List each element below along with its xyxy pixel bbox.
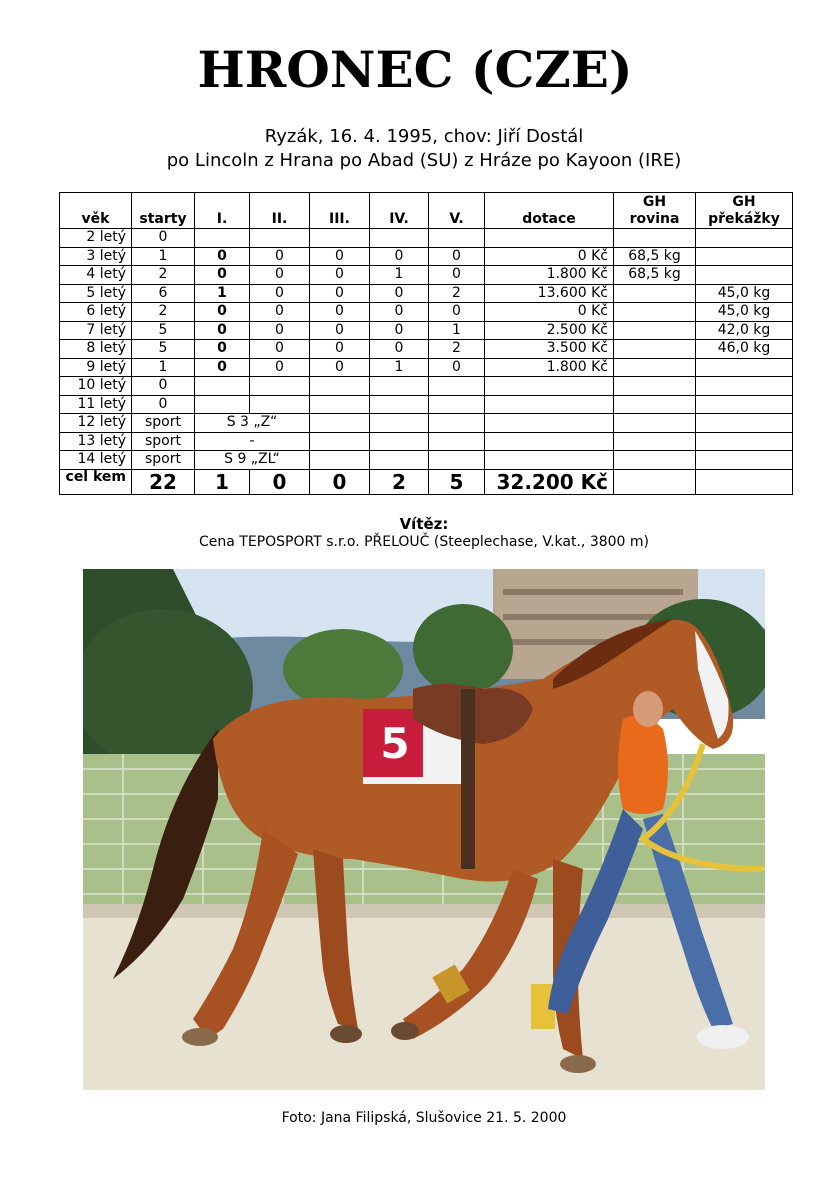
- cell-third: 0: [310, 358, 370, 377]
- header-gh-jump: GH překážky: [696, 193, 793, 229]
- header-age: věk: [60, 193, 132, 229]
- cell-age: 10 letý: [60, 377, 132, 396]
- cell-first: [195, 377, 250, 396]
- cell-age: 12 letý: [60, 414, 132, 433]
- cell-starts: sport: [132, 432, 195, 451]
- horse-color-birth-breeder: Ryzák, 16. 4. 1995, chov: Jiří Dostál: [264, 126, 584, 147]
- cell-first: [195, 229, 250, 248]
- cell-third: [310, 395, 370, 414]
- header-fifth: V.: [429, 193, 485, 229]
- cell-third: 0: [310, 284, 370, 303]
- cell-fourth: 0: [370, 340, 429, 359]
- cell-fourth: [370, 377, 429, 396]
- cell-gh-flat: 68,5 kg: [614, 266, 696, 285]
- total-row: [60, 469, 793, 494]
- cell-prize: [485, 229, 614, 248]
- cell-prize: 0 Kč: [485, 247, 614, 266]
- cell-fifth: 0: [429, 303, 485, 322]
- header-starts: starty: [132, 193, 195, 229]
- cell-gh-jump: 42,0 kg: [696, 321, 793, 340]
- saddle-number: 5: [380, 719, 410, 768]
- header-first: I.: [195, 193, 250, 229]
- cell-age: 6 letý: [60, 303, 132, 322]
- total-label: cel kem: [60, 469, 132, 494]
- cell-prize: 0 Kč: [485, 303, 614, 322]
- cell-fourth: [370, 395, 429, 414]
- table-row: [60, 229, 793, 248]
- cell-starts: 6: [132, 284, 195, 303]
- total-starts: 22: [132, 469, 195, 494]
- cell-first: 0: [195, 303, 250, 322]
- cell-starts: 0: [132, 377, 195, 396]
- cell-starts: 1: [132, 358, 195, 377]
- cell-starts: 1: [132, 247, 195, 266]
- cell-gh-jump: [696, 377, 793, 396]
- cell-first: 0: [195, 340, 250, 359]
- cell-gh-jump: [696, 247, 793, 266]
- cell-fifth: 0: [429, 358, 485, 377]
- cell-starts: 5: [132, 340, 195, 359]
- cell-prize: 1.800 Kč: [485, 358, 614, 377]
- cell-second: 0: [250, 358, 310, 377]
- cell-fourth: 0: [370, 303, 429, 322]
- cell-third: 0: [310, 303, 370, 322]
- table-row: [60, 340, 793, 359]
- total-first: 1: [195, 469, 250, 494]
- sport-row: [60, 414, 793, 433]
- race-record-table: [59, 192, 793, 495]
- cell-third: 0: [310, 247, 370, 266]
- table-row: [60, 303, 793, 322]
- total-fourth: 2: [370, 469, 429, 494]
- cell-gh-jump: [696, 229, 793, 248]
- cell-gh-flat: [614, 395, 696, 414]
- table-row: [60, 284, 793, 303]
- table-row: [60, 377, 793, 396]
- cell-second: 0: [250, 321, 310, 340]
- cell-third: 0: [310, 321, 370, 340]
- sport-row: [60, 432, 793, 451]
- cell-prize: 3.500 Kč: [485, 340, 614, 359]
- cell-fifth: [429, 229, 485, 248]
- cell-third: 0: [310, 340, 370, 359]
- cell-second: [250, 229, 310, 248]
- cell-sport-note: S 9 „ZL“: [195, 451, 310, 470]
- cell-gh-jump: [696, 266, 793, 285]
- cell-second: [250, 395, 310, 414]
- cell-age: 13 letý: [60, 432, 132, 451]
- cell-prize: 13.600 Kč: [485, 284, 614, 303]
- cell-starts: sport: [132, 414, 195, 433]
- cell-gh-flat: [614, 358, 696, 377]
- cell-second: 0: [250, 266, 310, 285]
- cell-age: 3 letý: [60, 247, 132, 266]
- cell-starts: 0: [132, 395, 195, 414]
- cell-age: 8 letý: [60, 340, 132, 359]
- cell-fifth: 2: [429, 284, 485, 303]
- winner-race-name: Cena TEPOSPORT s.r.o. PŘELOUČ (Steeplechase, V.kat., 3800 m): [199, 534, 649, 550]
- cell-gh-flat: [614, 321, 696, 340]
- cell-age: 7 letý: [60, 321, 132, 340]
- cell-age: 11 letý: [60, 395, 132, 414]
- cell-gh-flat: 68,5 kg: [614, 247, 696, 266]
- total-prize: 32.200 Kč: [485, 469, 614, 494]
- total-second: 0: [250, 469, 310, 494]
- table-row: [60, 247, 793, 266]
- cell-gh-flat: [614, 340, 696, 359]
- cell-fifth: 0: [429, 266, 485, 285]
- cell-starts: sport: [132, 451, 195, 470]
- cell-first: [195, 395, 250, 414]
- header-third: III.: [310, 193, 370, 229]
- cell-third: 0: [310, 266, 370, 285]
- cell-gh-jump: 45,0 kg: [696, 303, 793, 322]
- cell-first: 0: [195, 358, 250, 377]
- cell-gh-flat: [614, 377, 696, 396]
- cell-first: 0: [195, 266, 250, 285]
- horse-name-title: HRONEC (CZE): [197, 40, 633, 99]
- cell-first: 1: [195, 284, 250, 303]
- cell-gh-flat: [614, 284, 696, 303]
- cell-age: 4 letý: [60, 266, 132, 285]
- cell-gh-flat: [614, 229, 696, 248]
- photo-caption: Foto: Jana Filipská, Slušovice 21. 5. 2000: [281, 1110, 567, 1126]
- cell-fourth: 0: [370, 284, 429, 303]
- cell-gh-jump: [696, 358, 793, 377]
- cell-prize: [485, 395, 614, 414]
- winner-label: Vítěz:: [399, 515, 449, 533]
- cell-fourth: 0: [370, 247, 429, 266]
- cell-fifth: [429, 395, 485, 414]
- cell-starts: 0: [132, 229, 195, 248]
- cell-fourth: 0: [370, 321, 429, 340]
- cell-prize: [485, 377, 614, 396]
- cell-prize: 1.800 Kč: [485, 266, 614, 285]
- cell-second: 0: [250, 340, 310, 359]
- header-fourth: IV.: [370, 193, 429, 229]
- cell-fifth: [429, 377, 485, 396]
- cell-fourth: 1: [370, 358, 429, 377]
- horse-pedigree: po Lincoln z Hrana po Abad (SU) z Hráze po Kayoon (IRE): [166, 150, 682, 171]
- cell-gh-jump: 46,0 kg: [696, 340, 793, 359]
- cell-gh-flat: [614, 303, 696, 322]
- cell-first: 0: [195, 321, 250, 340]
- table-row: [60, 321, 793, 340]
- cell-starts: 5: [132, 321, 195, 340]
- cell-starts: 2: [132, 303, 195, 322]
- total-third: 0: [310, 469, 370, 494]
- cell-age: 14 letý: [60, 451, 132, 470]
- cell-second: 0: [250, 284, 310, 303]
- cell-fifth: 2: [429, 340, 485, 359]
- cell-second: 0: [250, 303, 310, 322]
- cell-fifth: 1: [429, 321, 485, 340]
- header-gh-flat: GH rovina: [614, 193, 696, 229]
- cell-gh-jump: 45,0 kg: [696, 284, 793, 303]
- header-second: II.: [250, 193, 310, 229]
- sport-row: [60, 451, 793, 470]
- header-prize: dotace: [485, 193, 614, 229]
- cell-third: [310, 377, 370, 396]
- total-fifth: 5: [429, 469, 485, 494]
- cell-sport-note: -: [195, 432, 310, 451]
- cell-second: [250, 377, 310, 396]
- cell-age: 9 letý: [60, 358, 132, 377]
- cell-fourth: 1: [370, 266, 429, 285]
- cell-first: 0: [195, 247, 250, 266]
- table-row: [60, 266, 793, 285]
- cell-age: 5 letý: [60, 284, 132, 303]
- cell-second: 0: [250, 247, 310, 266]
- horse-photo: [83, 569, 765, 1090]
- cell-sport-note: S 3 „Z“: [195, 414, 310, 433]
- cell-fifth: 0: [429, 247, 485, 266]
- cell-prize: 2.500 Kč: [485, 321, 614, 340]
- table-row: [60, 395, 793, 414]
- table-row: [60, 358, 793, 377]
- table-header-row: [60, 193, 793, 229]
- cell-fourth: [370, 229, 429, 248]
- cell-age: 2 letý: [60, 229, 132, 248]
- cell-third: [310, 229, 370, 248]
- cell-gh-jump: [696, 395, 793, 414]
- cell-starts: 2: [132, 266, 195, 285]
